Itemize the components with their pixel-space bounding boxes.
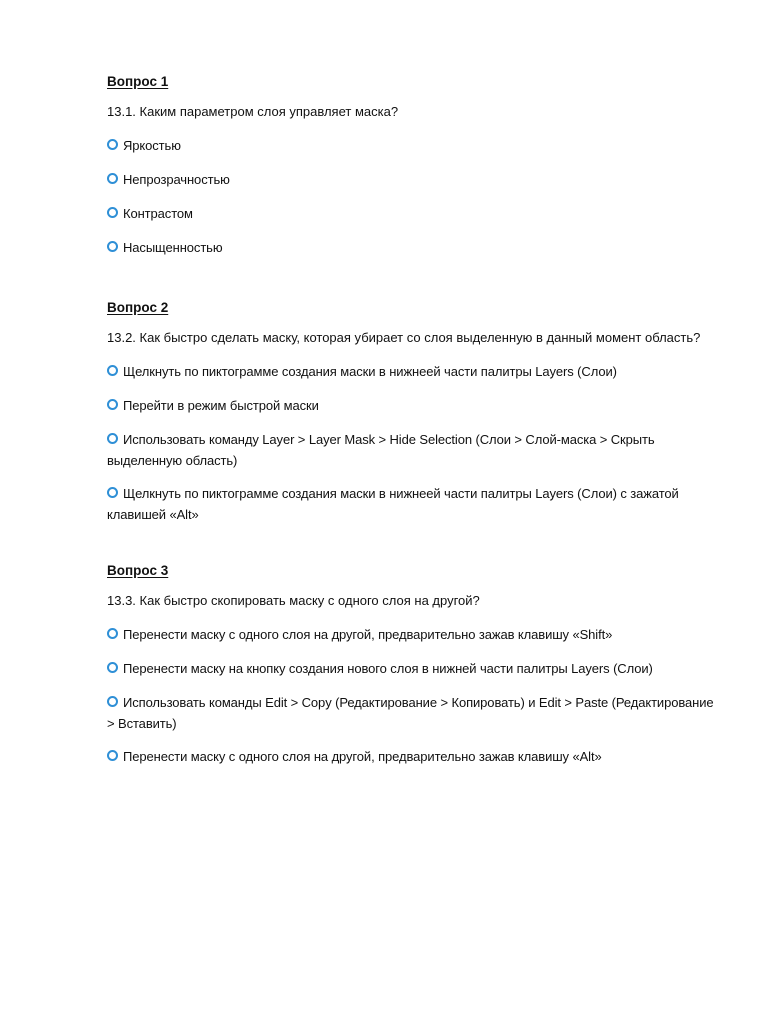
answer-option-label: Перенести маску с одного слоя на другой, предварительно зажав клавишу «Alt» xyxy=(123,749,602,764)
question-2 xyxy=(107,299,727,522)
answer-option[interactable] xyxy=(107,692,719,734)
question-text: 13.1. Каким параметром слоя управляет маска? xyxy=(107,104,399,119)
answer-option[interactable] xyxy=(107,135,719,156)
answer-option[interactable] xyxy=(107,658,719,679)
answer-option-label: Использовать команду Layer > Layer Mask > Hide Selection (Слои > Слой-маска > Скрыть выделенную область) xyxy=(107,432,655,468)
radio-circle-icon[interactable] xyxy=(107,750,118,761)
question-text: 13.2. Как быстро сделать маску, которая убирает со слоя выделенную в данный момент область? xyxy=(107,330,701,345)
radio-circle-icon[interactable] xyxy=(107,662,118,673)
radio-circle-icon[interactable] xyxy=(107,365,118,376)
answer-option-label: Непрозрачностью xyxy=(123,172,230,187)
answer-option-label: Использовать команды Edit > Copy (Редактирование > Копировать) и Edit > Paste (Редактирование > Вставить) xyxy=(107,695,714,731)
answer-option[interactable] xyxy=(107,429,719,471)
answer-option[interactable] xyxy=(107,361,719,382)
question-heading: Вопрос 3 xyxy=(107,563,169,578)
answer-option-label: Перейти в режим быстрой маски xyxy=(123,398,319,413)
question-heading: Вопрос 2 xyxy=(107,300,169,315)
question-heading: Вопрос 1 xyxy=(107,74,169,89)
radio-circle-icon[interactable] xyxy=(107,696,118,707)
question-3 xyxy=(107,562,727,764)
answer-option-label: Щелкнуть по пиктограмме создания маски в нижнеей части палитры Layers (Слои) xyxy=(123,364,617,379)
answer-option-label: Насыщенностью xyxy=(123,240,223,255)
radio-circle-icon[interactable] xyxy=(107,241,118,252)
radio-circle-icon[interactable] xyxy=(107,487,118,498)
answer-option-label: Контрастом xyxy=(123,206,193,221)
question-text: 13.3. Как быстро скопировать маску с одного слоя на другой? xyxy=(107,593,480,608)
answer-option[interactable] xyxy=(107,483,719,525)
answer-option-label: Перенести маску с одного слоя на другой, предварительно зажав клавишу «Shift» xyxy=(123,627,613,642)
answer-option[interactable] xyxy=(107,395,719,416)
answer-option[interactable] xyxy=(107,746,719,767)
radio-circle-icon[interactable] xyxy=(107,628,118,639)
radio-circle-icon[interactable] xyxy=(107,207,118,218)
answer-option-label: Перенести маску на кнопку создания нового слоя в нижней части палитры Layers (Слои) xyxy=(123,661,653,676)
answer-option[interactable] xyxy=(107,203,719,224)
answer-option-label: Яркостью xyxy=(123,138,181,153)
radio-circle-icon[interactable] xyxy=(107,173,118,184)
question-1 xyxy=(107,73,727,255)
radio-circle-icon[interactable] xyxy=(107,139,118,150)
answer-option[interactable] xyxy=(107,169,719,190)
answer-option-label: Щелкнуть по пиктограмме создания маски в нижнеей части палитры Layers (Слои) с зажатой клавишей «Alt» xyxy=(107,486,679,522)
answer-option[interactable] xyxy=(107,624,719,645)
radio-circle-icon[interactable] xyxy=(107,399,118,410)
answer-option[interactable] xyxy=(107,237,719,258)
radio-circle-icon[interactable] xyxy=(107,433,118,444)
